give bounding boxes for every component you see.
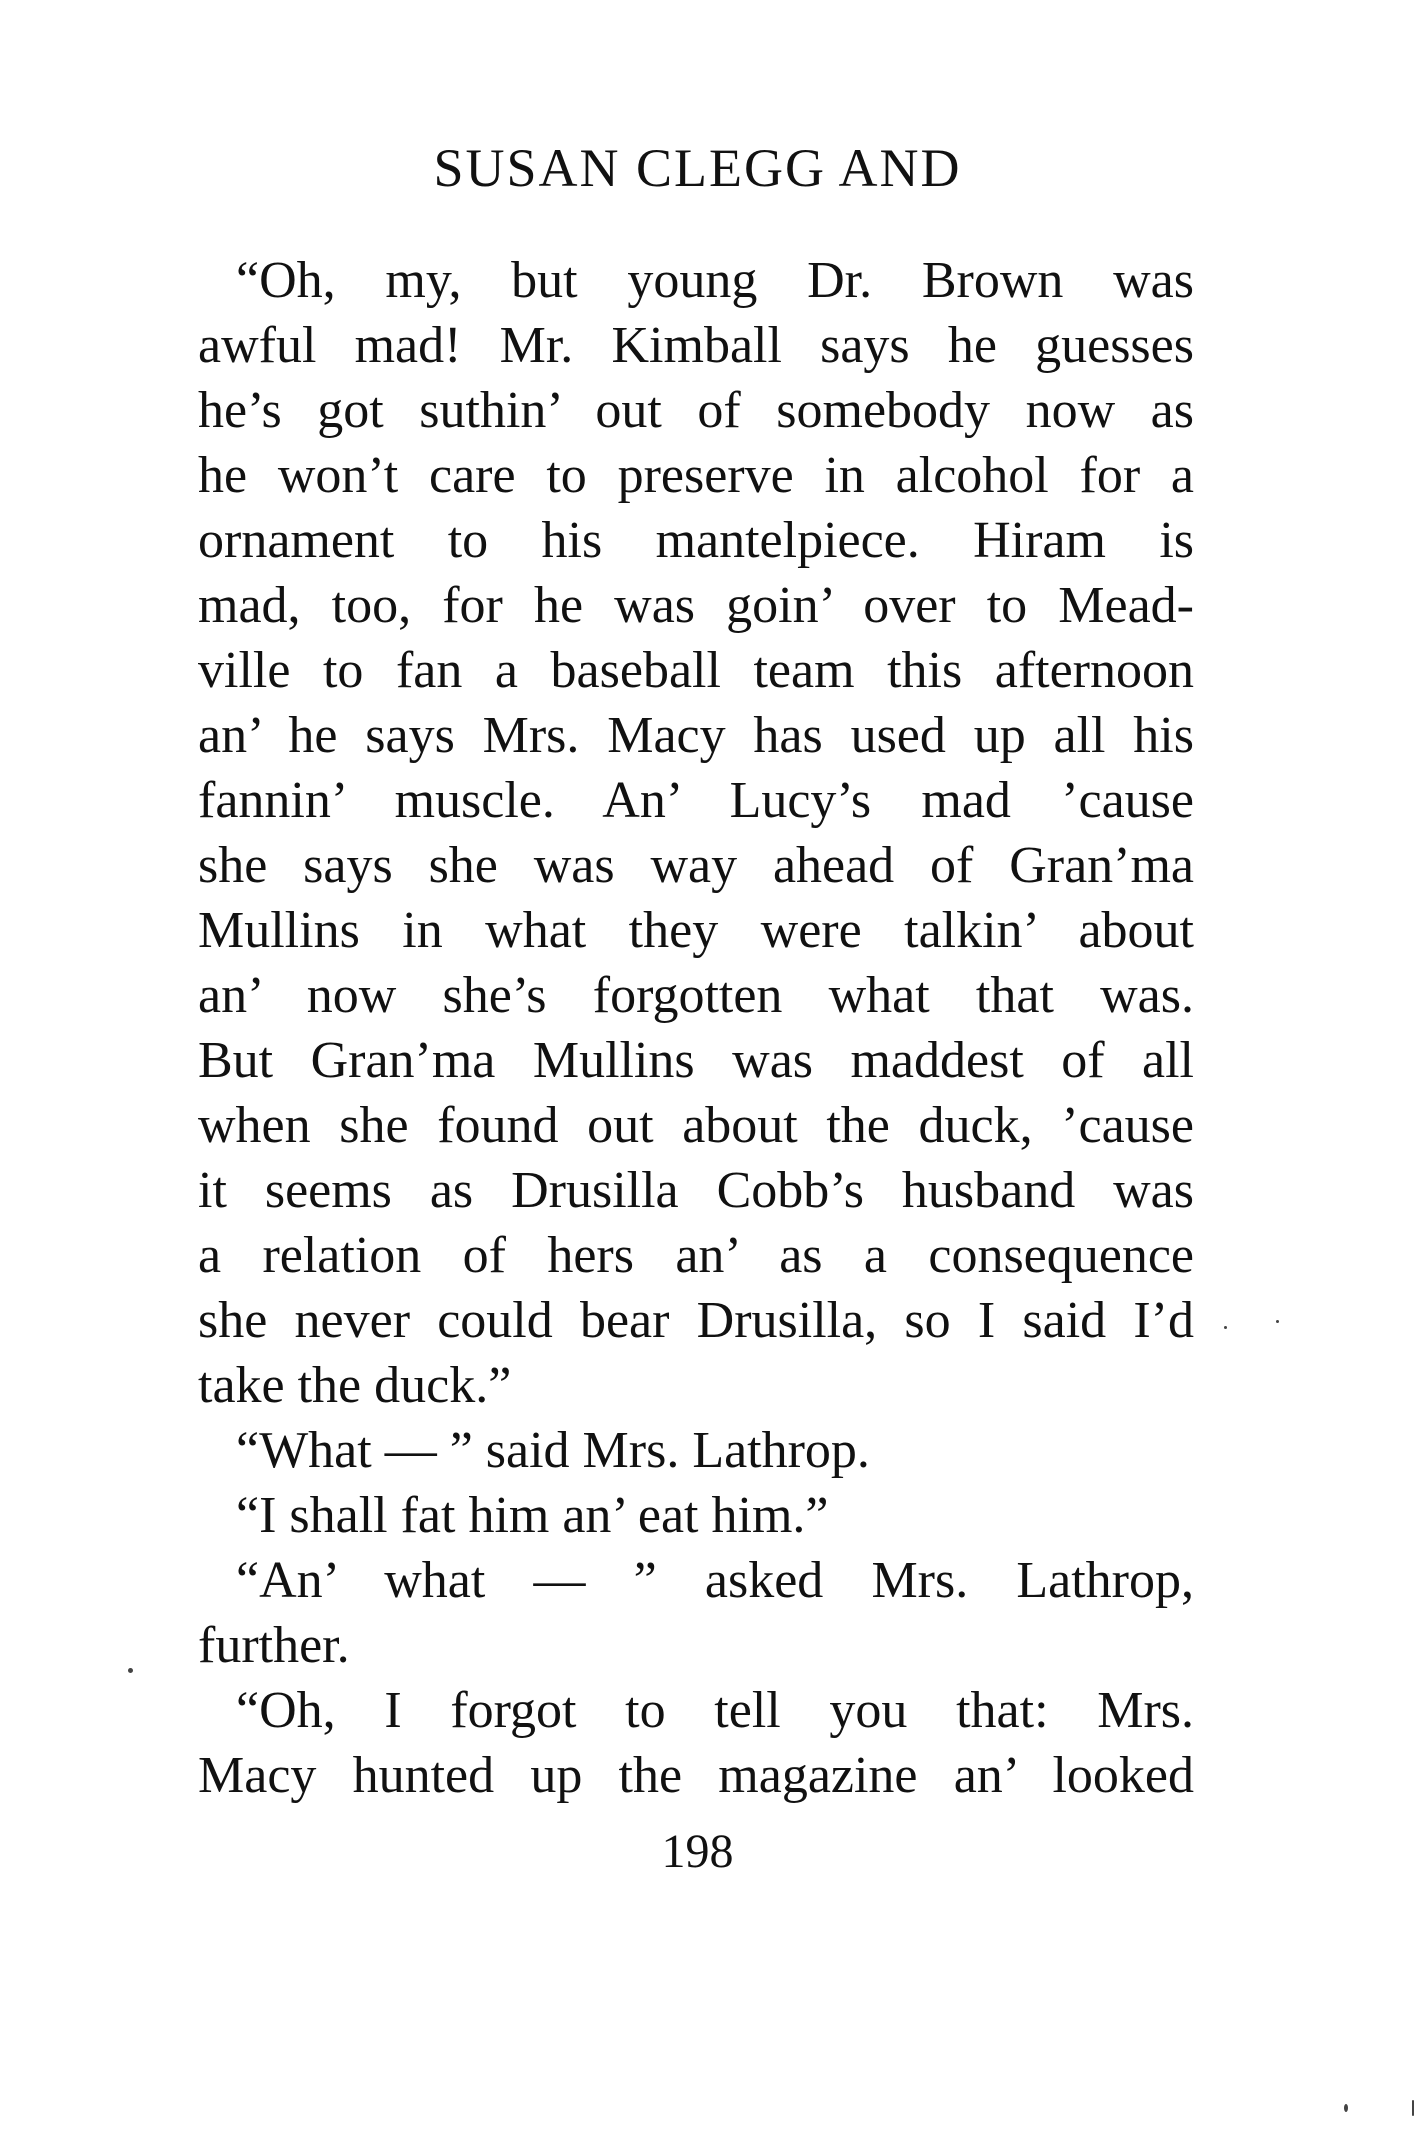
text-line: fannin’ muscle. An’ Lucy’s mad ’cause (198, 772, 1194, 829)
text-line: awful mad! Mr. Kimball says he guesses (198, 317, 1194, 374)
text-line: ville to fan a baseball team this afternoon (198, 642, 1194, 699)
text-line: Macy hunted up the magazine an’ looked (198, 1747, 1194, 1804)
scan-speck (128, 1668, 133, 1673)
text-line: “Oh, I forgot to tell you that: Mrs. (236, 1682, 1194, 1739)
text-line: an’ he says Mrs. Macy has used up all his (198, 707, 1194, 764)
text-line: he’s got suthin’ out of somebody now as (198, 382, 1194, 439)
text-line: “An’ what — ” asked Mrs. Lathrop, (236, 1552, 1194, 1609)
text-line: it seems as Drusilla Cobb’s husband was (198, 1162, 1194, 1219)
text-line: “What — ” said Mrs. Lathrop. (236, 1422, 870, 1479)
text-line: mad, too, for he was goin’ over to Mead- (198, 577, 1194, 634)
text-line: when she found out about the duck, ’cause (198, 1097, 1194, 1154)
text-line: But Gran’ma Mullins was maddest of all (198, 1032, 1194, 1089)
text-line: “I shall fat him an’ eat him.” (236, 1487, 829, 1544)
scan-speck (1412, 2100, 1414, 2116)
scan-speck (1224, 1326, 1227, 1329)
text-line: an’ now she’s forgotten what that was. (198, 967, 1194, 1024)
text-line: a relation of hers an’ as a consequence (198, 1227, 1194, 1284)
running-head: SUSAN CLEGG AND (433, 138, 962, 198)
text-line: “Oh, my, but young Dr. Brown was (236, 252, 1194, 309)
text-line: she never could bear Drusilla, so I said I’d (198, 1292, 1194, 1349)
scan-speck (1276, 1320, 1279, 1323)
text-line: she says she was way ahead of Gran’ma (198, 837, 1194, 894)
scan-speck (1344, 2104, 1348, 2112)
text-line: Mullins in what they were talkin’ about (198, 902, 1194, 959)
text-line: take the duck.” (198, 1357, 512, 1414)
text-line: further. (198, 1617, 350, 1674)
page-number: 198 (661, 1825, 734, 1878)
text-line: he won’t care to preserve in alcohol for a (198, 447, 1194, 504)
body-text (198, 248, 1194, 1808)
text-line: ornament to his mantelpiece. Hiram is (198, 512, 1194, 569)
